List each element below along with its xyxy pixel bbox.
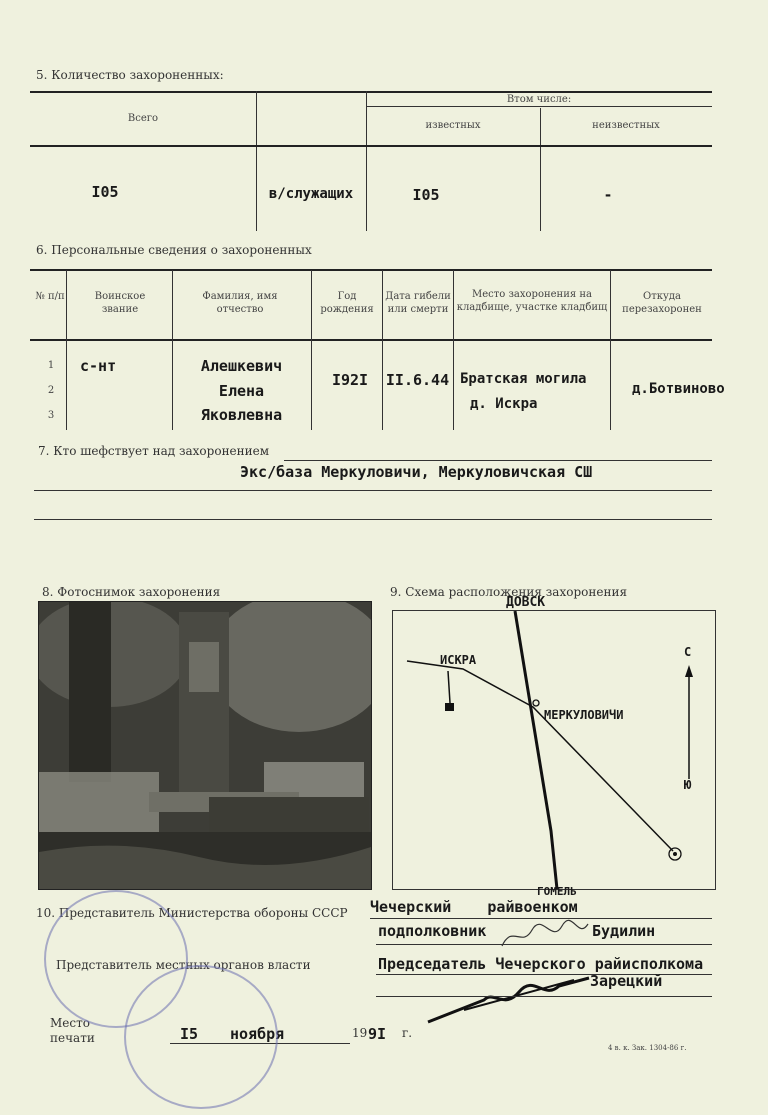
- scheme-label-north: С: [684, 645, 692, 659]
- header-death: Дата гибели или смерти: [385, 291, 451, 315]
- date-g: г.: [402, 1026, 413, 1040]
- divider: [453, 270, 454, 430]
- rank-value: с-нт: [80, 357, 117, 375]
- seal-label-line2: печати: [50, 1031, 95, 1045]
- divider: [366, 106, 712, 107]
- divider: [284, 460, 712, 461]
- date-month: ноября: [230, 1025, 285, 1043]
- section7-title: 7. Кто шефствует над захоронением: [38, 444, 270, 458]
- known-value: I05: [412, 186, 440, 204]
- header-place: Место захоронения на кладбище, участке кладбищ: [456, 289, 608, 313]
- section10-title: 10. Представитель Министерства обороны СССР: [36, 906, 348, 920]
- row-number: 1: [47, 360, 55, 371]
- header-rank: Воинское звание: [94, 291, 146, 315]
- divider: [66, 270, 67, 430]
- local-name: Зарецкий: [590, 972, 663, 990]
- category-value: в/служащих: [268, 186, 354, 202]
- scheme-label-iskra: ИСКРА: [440, 653, 477, 667]
- footer-code: 4 в. к. Зак. 1304-86 г.: [608, 1044, 687, 1052]
- birth-value: I92I: [331, 371, 369, 389]
- col-known-header: известных: [425, 120, 481, 131]
- divider: [376, 944, 712, 945]
- official-stamp-second: [124, 965, 278, 1109]
- local-signature: [424, 970, 594, 1034]
- divider: [610, 270, 611, 430]
- col-total-header: Всего: [127, 113, 159, 124]
- header-num: № п/п: [35, 291, 65, 302]
- unknown-value: -: [603, 186, 613, 204]
- section8-title: 8. Фотоснимок захоронения: [42, 585, 221, 599]
- divider: [34, 519, 712, 520]
- divider: [376, 996, 712, 997]
- section5-title: 5. Количество захороненных:: [36, 68, 224, 82]
- burial-photo: [38, 601, 372, 890]
- header-from: Откуда перезахоронен: [622, 291, 702, 315]
- divider: [34, 490, 712, 491]
- mo-name: Будилин: [592, 922, 656, 940]
- scheme-label-south: Ю: [684, 778, 692, 792]
- scheme-label-bottom: ГОМЕЛЬ: [537, 885, 577, 898]
- divider: [366, 91, 367, 231]
- date-year-prefix: 19: [352, 1026, 368, 1040]
- place-line2: д. Искра: [470, 396, 538, 412]
- memorial-photo-image: [39, 602, 371, 889]
- date-year-suffix: 9I: [368, 1025, 387, 1043]
- date-day: I5: [180, 1025, 199, 1043]
- name-line3: Яковлевна: [200, 406, 283, 424]
- col-unknown-header: неизвестных: [592, 120, 660, 131]
- section6-title: 6. Персональные сведения о захороненных: [36, 243, 312, 257]
- col-including-header: Втом числе:: [506, 94, 572, 105]
- local-title: Представитель местных органов власти: [56, 958, 311, 972]
- section7-value: Экс/база Меркуловичи, Меркуловичская СШ: [240, 463, 593, 481]
- location-scheme: [392, 610, 716, 890]
- mo-line2: подполковник: [378, 922, 487, 940]
- death-value: II.6.44: [385, 371, 450, 389]
- section9-title: 9. Схема расположения захоронения: [390, 585, 628, 599]
- name-line2: Елена: [218, 382, 265, 400]
- name-line1: Алешкевич: [200, 357, 283, 375]
- divider: [30, 145, 712, 147]
- header-birth: Год рождения: [320, 291, 374, 315]
- mo-signature: [500, 918, 590, 956]
- header-name: Фамилия, имя отчество: [202, 291, 278, 315]
- total-value: I05: [91, 183, 119, 201]
- row-number: 2: [47, 385, 55, 396]
- divider: [256, 91, 257, 231]
- local-line1: Председатель Чечерского райисполкома: [378, 955, 704, 973]
- from-value: д.Ботвиново: [632, 381, 725, 397]
- scheme-label-top: ДОВСК: [506, 595, 546, 610]
- scheme-label-merk: МЕРКУЛОВИЧИ: [544, 708, 624, 722]
- seal-label-line1: Место: [50, 1016, 90, 1030]
- mo-line1: Чечерский райвоенком: [370, 898, 578, 916]
- row-number: 3: [47, 410, 55, 421]
- place-line1: Братская могила: [460, 371, 587, 387]
